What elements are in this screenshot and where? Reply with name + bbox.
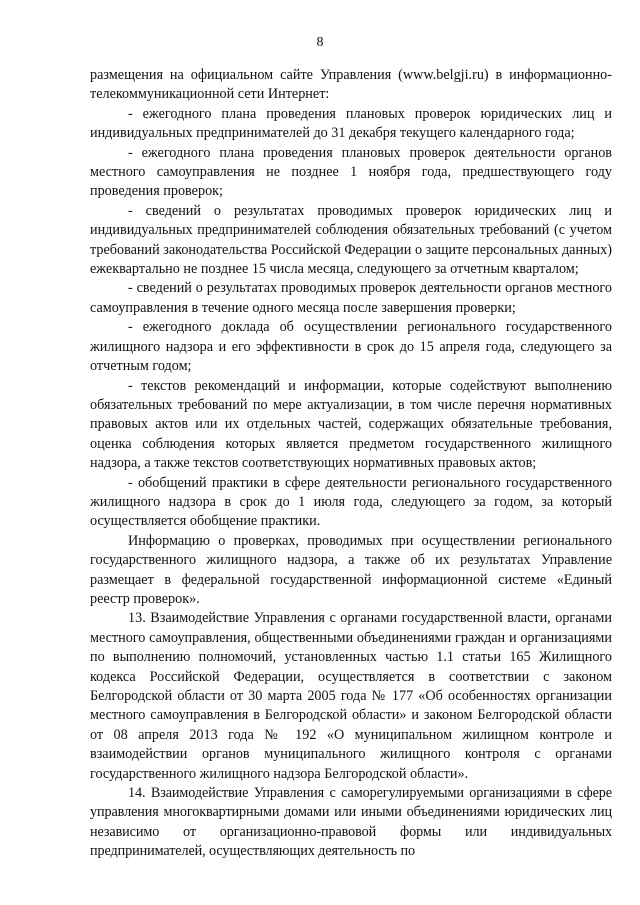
list-item-inspection-results-entities: - сведений о результатах проводимых проверок юридических лиц и индивидуальных предпринимателей соблюдения обязательных требований (с учетом требований законодательства Российской Федерации о защите персональных данных) ежеквартально не позднее 15 числа месяца, следующего за отчетным кварталом; xyxy=(90,202,612,278)
paragraph-section-14: 14. Взаимодействие Управления с саморегулируемыми организациями в сфере управления многоквартирными домами или иными объединениями юридических лиц независимо от организационно-правовой формы или индивидуальных предпринимателей, осуществляющих деятельность по xyxy=(90,785,612,860)
paragraph-intro: размещения на официальном сайте Управления (www.belgji.ru) в информационно-телекоммуникационной сети Интернет: xyxy=(90,67,612,103)
list-item-annual-plan-municipal: - ежегодного плана проведения плановых проверок деятельности органов местного самоуправления не позднее 1 ноября года, предшествующего году проведения проверок; xyxy=(90,144,612,200)
document-body xyxy=(90,66,612,862)
paragraph-section-13: 13. Взаимодействие Управления с органами государственной власти, органами местного самоуправления, общественными объединениями граждан и организациями по выполнению полномочий, установленных частью 1.1 статьи 165 Жилищного кодекса Российской Федерации, осуществляется в соответствии с законом Белгородской области от 30 марта 2005 года № 177 «Об особенностях организации местного самоуправления в Белгородской области» и законом Белгородской области от 08 апреля 2013 года № 192 «О муниципальном жилищном контроле и взаимодействии органов муниципального жилищного контроля с органами государственного жилищного надзора Белгородской области». xyxy=(90,610,612,782)
list-item-annual-plan-entities: - ежегодного плана проведения плановых проверок юридических лиц и индивидуальных предпринимателей до 31 декабря текущего календарного года; xyxy=(90,105,612,142)
list-item-annual-report: - ежегодного доклада об осуществлении регионального государственного жилищного надзора и его эффективности в срок до 15 апреля года, следующего за отчетным годом; xyxy=(90,319,612,375)
list-item-recommendations: - текстов рекомендаций и информации, которые содействуют выполнению обязательных требований по мере актуализации, в том числе перечня нормативных правовых актов или их отдельных частей, содержащих обязательные требования, оценка соблюдения которых является предметом государственного жилищного надзора, а также текстов соответствующих нормативных правовых актов; xyxy=(90,377,612,472)
paragraph-inspection-registry: Информацию о проверках, проводимых при осуществлении регионального государственного жилищного надзора, а также об их результатах Управление размещает в федеральной государственной информационной системе «Единый реестр проверок». xyxy=(90,532,612,607)
page-number: 8 xyxy=(316,35,324,50)
list-item-practice-summaries: - обобщений практики в сфере деятельности регионального государственного жилищного надзора в срок до 1 июля года, следующего за годом, за который осуществляется обобщение практики. xyxy=(90,474,612,530)
list-item-inspection-results-municipal: - сведений о результатах проводимых проверок деятельности органов местного самоуправления в течение одного месяца после завершения проверки; xyxy=(90,280,612,316)
